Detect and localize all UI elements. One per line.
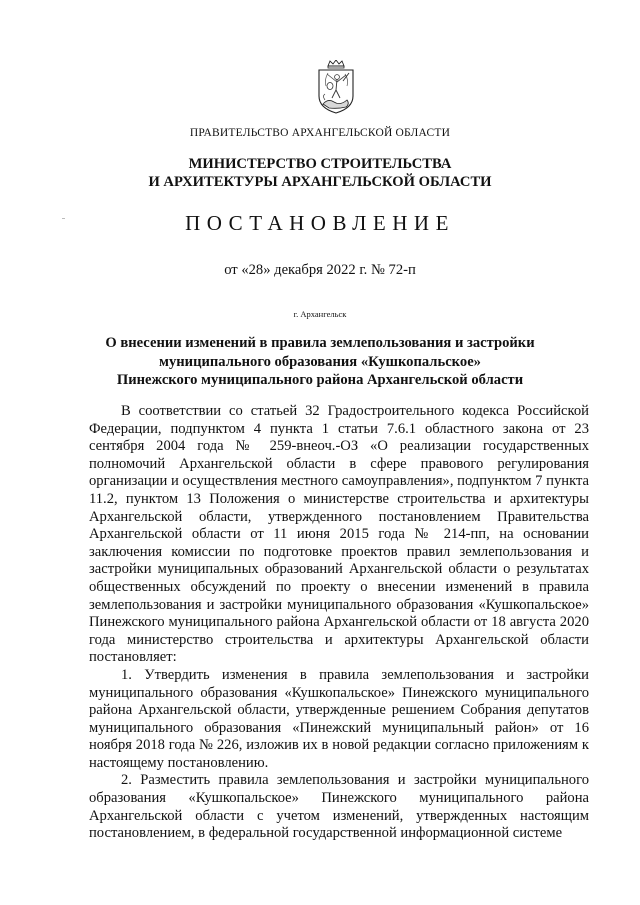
document-title-line3: Пинежского муниципального района Архангельской области	[116, 372, 524, 388]
document-title-line1: О внесении изменений в правила землепользования и застройки	[105, 335, 535, 351]
ministry-name-line1: МИНИСТЕРСТВО СТРОИТЕЛЬСТВА	[188, 156, 452, 172]
ministry-name	[0, 155, 640, 191]
preamble-paragraph: В соответствии со статьей 32 Градостроительного кодекса Российской Федерации, подпунктом 4 пункта 1 статьи 7.6.1 областного закона от 23 сентября 2004 года № 259-внеоч.-ОЗ «О реализации государственных полномочий Архангельской области в сфере правового регулирования организации и осуществления местного самоуправления», подпунктом 7 пункта 11.2, пунктом 13 Положения о министерстве строительства и архитектуры Архангельской области, утвержденного постановлением Правительства Архангельской области от 11 июня 2015 года № 214-пп, на основании заключения комиссии по подготовке проектов правил землепользования и застройки муниципальных образований Архангельской области о результатах общественных обсуждений по проекту о внесении изменений в правила землепользования и застройки муниципального образования «Кушкопальское» Пинежского муниципального района Архангельской области от 18 августа 2020 года министерство строительства и архитектуры Архангельской области постановляет:	[89, 403, 589, 666]
document-title	[0, 334, 640, 390]
document-city: г. Архангельск	[293, 309, 347, 319]
document-date-number: от «28» декабря 2022 г. № 72-п	[224, 262, 416, 278]
ministry-name-line2: И АРХИТЕКТУРЫ АРХАНГЕЛЬСКОЙ ОБЛАСТИ	[148, 174, 492, 190]
document-body	[89, 403, 589, 843]
resolution-item-2: 2. Разместить правила землепользования и застройки муниципального образования «Кушкопальское» Пинежского муниципального района Архангельской области с учетом изменений, утвержденных настоящим постановлением, в федеральной государственной информационной системе	[89, 772, 589, 842]
document-type: ПОСТАНОВЛЕНИЕ	[185, 211, 455, 235]
resolution-item-1: 1. Утвердить изменения в правила землепользования и застройки муниципального образования «Кушкопальское» Пинежского муниципального района Архангельской области, утвержденные решением Собрания депутатов муниципального образования «Пинежский муниципальный район» от 16 ноября 2018 года № 226, изложив их в новой редакции согласно приложениям к настоящему постановлению.	[89, 666, 589, 771]
coat-of-arms-icon	[316, 60, 356, 114]
document-title-line2: муниципального образования «Кушкопальское»	[159, 353, 481, 370]
government-name: ПРАВИТЕЛЬСТВО АРХАНГЕЛЬСКОЙ ОБЛАСТИ	[189, 127, 451, 139]
